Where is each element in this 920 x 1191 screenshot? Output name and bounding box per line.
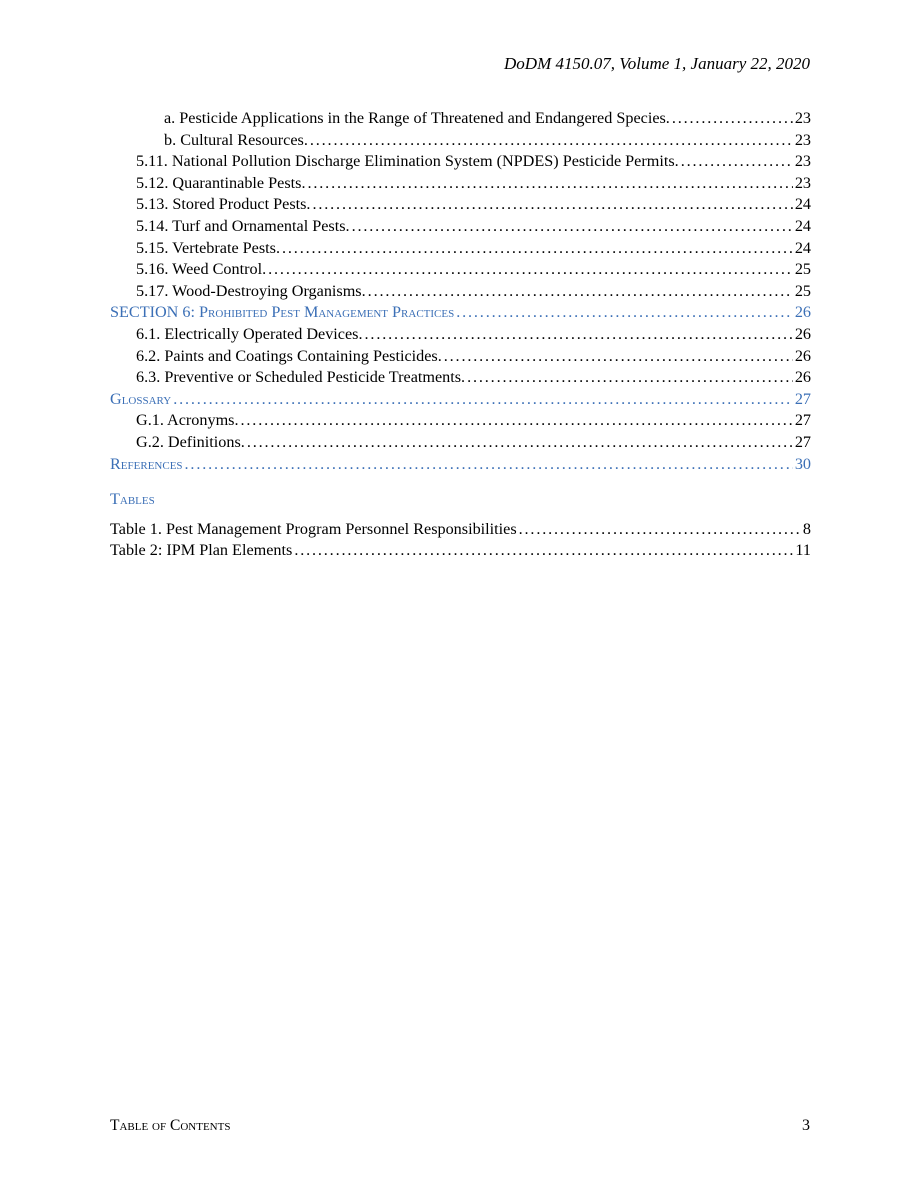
entry-title: 5.16. Weed Control. bbox=[136, 260, 267, 279]
entry-page-number: 26 bbox=[794, 346, 811, 365]
toc-entry[interactable] bbox=[110, 346, 811, 368]
toc-entry[interactable] bbox=[110, 281, 811, 303]
toc-entry[interactable] bbox=[110, 216, 811, 238]
toc-entry[interactable] bbox=[110, 259, 811, 281]
entry-page-number: 26 bbox=[794, 303, 811, 322]
dot-leader bbox=[294, 540, 793, 562]
toc-entry[interactable] bbox=[110, 302, 811, 324]
entry-page-number: 24 bbox=[794, 195, 811, 214]
dot-leader bbox=[365, 324, 793, 346]
entry-title: 5.12. Quarantinable Pests. bbox=[136, 173, 306, 192]
entry-page-number: 27 bbox=[794, 411, 811, 430]
toc-entry[interactable] bbox=[110, 410, 811, 432]
entry-page-number: 23 bbox=[794, 173, 811, 192]
entry-page-number: 26 bbox=[794, 368, 811, 387]
footer-section-title: Table of Contents bbox=[110, 1117, 231, 1134]
entry-page-number: 11 bbox=[795, 541, 811, 560]
entry-title: 5.17. Wood-Destroying Organisms. bbox=[136, 281, 366, 300]
tables-list bbox=[110, 519, 811, 562]
toc-entry[interactable] bbox=[110, 130, 811, 152]
entry-page-number: 27 bbox=[794, 389, 811, 408]
toc-entry[interactable] bbox=[110, 367, 811, 389]
dot-leader bbox=[268, 259, 793, 281]
entry-title: Glossary bbox=[110, 389, 172, 408]
entry-page-number: 24 bbox=[794, 238, 811, 257]
dot-leader bbox=[467, 367, 793, 389]
entry-title: 5.15. Vertebrate Pests. bbox=[136, 238, 281, 257]
toc-entry[interactable] bbox=[110, 454, 811, 476]
dot-leader bbox=[308, 173, 793, 195]
dot-leader bbox=[241, 410, 793, 432]
entry-page-number: 24 bbox=[794, 216, 811, 235]
page-header: DoDM 4150.07, Volume 1, January 22, 2020 bbox=[504, 54, 810, 73]
entry-title: G.2. Definitions. bbox=[136, 432, 245, 451]
dot-leader bbox=[444, 346, 793, 368]
entry-page-number: 23 bbox=[794, 109, 811, 127]
dot-leader bbox=[247, 432, 793, 454]
table-list-entry[interactable] bbox=[110, 519, 811, 541]
toc-entry[interactable] bbox=[110, 432, 811, 454]
entry-title: References bbox=[110, 454, 183, 473]
entry-title: b. Cultural Resources. bbox=[164, 130, 308, 149]
toc-entry[interactable] bbox=[110, 238, 811, 260]
dot-leader bbox=[672, 108, 793, 130]
dot-leader bbox=[519, 519, 801, 541]
dot-leader bbox=[310, 130, 793, 152]
spacer bbox=[110, 475, 811, 489]
entry-page-number: 8 bbox=[802, 519, 811, 538]
table-list-entry[interactable] bbox=[110, 540, 811, 562]
toc-list bbox=[110, 108, 811, 475]
toc-entry[interactable] bbox=[110, 389, 811, 411]
dot-leader bbox=[368, 281, 793, 303]
entry-page-number: 23 bbox=[794, 152, 811, 171]
toc-entry[interactable] bbox=[110, 173, 811, 195]
toc-entry[interactable] bbox=[110, 194, 811, 216]
dot-leader bbox=[456, 302, 793, 324]
dot-leader bbox=[312, 194, 792, 216]
entry-page-number: 23 bbox=[794, 130, 811, 149]
entry-title: 6.3. Preventive or Scheduled Pesticide Treatments. bbox=[136, 368, 466, 387]
footer-page-number: 3 bbox=[802, 1117, 810, 1134]
entry-title: 5.11. National Pollution Discharge Elimination System (NPDES) Pesticide Permits. bbox=[136, 152, 679, 171]
dot-leader bbox=[681, 151, 793, 173]
entry-title: 5.14. Turf and Ornamental Pests. bbox=[136, 216, 350, 235]
entry-page-number: 30 bbox=[794, 454, 811, 473]
entry-title: 6.2. Paints and Coatings Containing Pesticides. bbox=[136, 346, 442, 365]
toc-entry[interactable] bbox=[110, 108, 811, 130]
entry-title: G.1. Acronyms. bbox=[136, 411, 239, 430]
tables-heading: Tables bbox=[110, 490, 155, 509]
dot-leader bbox=[185, 454, 793, 476]
toc-entry[interactable] bbox=[110, 151, 811, 173]
entry-title: SECTION 6: Prohibited Pest Management Practices bbox=[110, 303, 455, 322]
entry-title: 6.1. Electrically Operated Devices. bbox=[136, 324, 363, 343]
entry-page-number: 25 bbox=[794, 260, 811, 279]
entry-page-number: 25 bbox=[794, 281, 811, 300]
entry-title: a. Pesticide Applications in the Range of Threatened and Endangered Species. bbox=[164, 109, 670, 127]
entry-title: Table 2: IPM Plan Elements bbox=[110, 541, 293, 560]
dot-leader bbox=[282, 238, 793, 260]
table-of-contents bbox=[110, 108, 811, 562]
toc-entry[interactable] bbox=[110, 324, 811, 346]
entry-title: 5.13. Stored Product Pests. bbox=[136, 195, 311, 214]
entry-page-number: 27 bbox=[794, 432, 811, 451]
entry-title: Table 1. Pest Management Program Personnel Responsibilities bbox=[110, 519, 517, 538]
entry-page-number: 26 bbox=[794, 324, 811, 343]
dot-leader bbox=[173, 389, 793, 411]
dot-leader bbox=[352, 216, 793, 238]
